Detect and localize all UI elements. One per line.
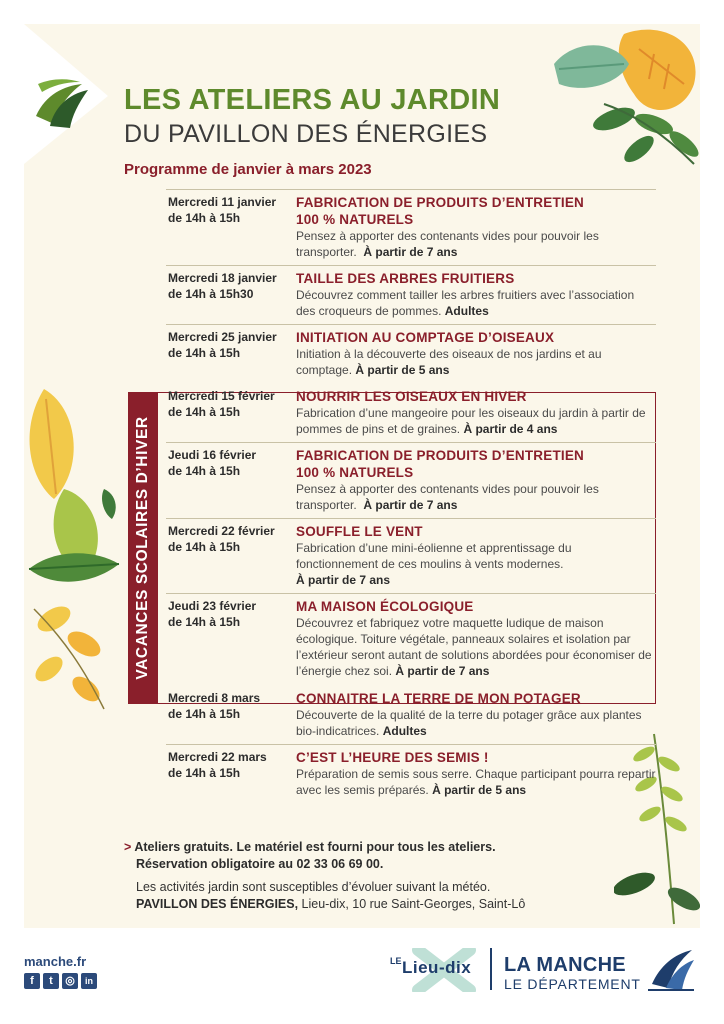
event-time: de 14h à 15h xyxy=(168,346,241,360)
lieu-dix-logo xyxy=(390,948,480,992)
event-when xyxy=(166,749,296,798)
list-item xyxy=(166,442,656,518)
event-audience: À partir de 5 ans xyxy=(355,363,450,377)
event-description: Découverte de la qualité de la terre du potager grâce aux plantes bio-indicatrices. Adultes xyxy=(296,708,642,738)
list-item xyxy=(166,324,656,383)
event-description: Découvrez et fabriquez votre maquette ludique de maison écologique. Toiture végétale, panneaux solaires et isolation par l’extérieur seront autant de solutions abordées pour économiser de l’énergie chez soi. À partir de 7 ans xyxy=(296,616,652,678)
event-date: Mercredi 22 mars xyxy=(168,750,267,764)
event-time: de 14h à 15h xyxy=(168,615,241,629)
event-title: C’EST L’HEURE DES SEMIS ! xyxy=(296,750,489,765)
event-title: FABRICATION DE PRODUITS D’ENTRETIEN xyxy=(296,195,585,210)
event-audience: À partir de 5 ans xyxy=(432,783,527,797)
event-time: de 14h à 15h xyxy=(168,211,241,225)
event-details xyxy=(296,194,656,260)
note-booking: Réservation obligatoire au 02 33 06 69 00. xyxy=(136,857,384,871)
event-audience: À partir de 7 ans xyxy=(395,664,490,678)
event-title-2: 100 % NATURELS xyxy=(296,465,414,480)
event-when xyxy=(166,598,296,679)
event-time: de 14h à 15h30 xyxy=(168,287,254,301)
event-title: NOURRIR LES OISEAUX EN HIVER xyxy=(296,389,527,404)
event-details xyxy=(296,447,656,513)
event-details xyxy=(296,749,656,798)
note-weather: Les activités jardin sont susceptibles d’évoluer suivant la météo. xyxy=(136,880,491,894)
footer-divider xyxy=(490,948,492,990)
event-when xyxy=(166,270,296,319)
event-details xyxy=(296,388,656,437)
event-time: de 14h à 15h xyxy=(168,405,241,419)
event-details xyxy=(296,270,656,319)
event-date: Mercredi 11 janvier xyxy=(168,195,277,209)
event-audience: À partir de 7 ans xyxy=(363,245,458,259)
event-date: Jeudi 23 février xyxy=(168,599,257,613)
event-title: SOUFFLE LE VENT xyxy=(296,524,423,539)
pavillon-logo-icon xyxy=(24,24,114,164)
social-links xyxy=(24,973,97,989)
website-link[interactable]: manche.fr xyxy=(24,954,87,969)
list-item xyxy=(166,684,656,744)
event-when xyxy=(166,194,296,260)
event-audience: Adultes xyxy=(444,304,489,318)
instagram-icon[interactable]: ◎ xyxy=(62,973,78,989)
event-details xyxy=(296,690,656,739)
leaves-top-right-decoration xyxy=(544,24,700,174)
practical-notes xyxy=(124,839,644,913)
note-free: > Ateliers gratuits. Le matériel est fourni pour tous les ateliers. xyxy=(124,840,496,854)
event-date: Mercredi 22 février xyxy=(168,524,275,538)
vacation-label: VACANCES SCOLAIRES D’HIVER xyxy=(134,416,151,680)
event-title: MA MAISON ÉCOLOGIQUE xyxy=(296,599,474,614)
list-item xyxy=(166,265,656,324)
event-description: Découvrez comment tailler les arbres fruitiers avec l’association des croqueurs de pommes. Adultes xyxy=(296,288,635,318)
event-when xyxy=(166,447,296,513)
event-when xyxy=(166,690,296,739)
event-time: de 14h à 15h xyxy=(168,766,241,780)
event-description: Pensez à apporter des contenants vides pour pouvoir les transporter. À partir de 7 ans xyxy=(296,229,599,259)
linkedin-icon[interactable]: in xyxy=(81,973,97,989)
event-date: Mercredi 25 janvier xyxy=(168,330,277,344)
event-details xyxy=(296,523,656,588)
poster-sheet xyxy=(24,24,700,928)
lieu-dix-le: LE xyxy=(390,956,402,966)
list-item xyxy=(166,593,656,684)
event-audience: À partir de 7 ans xyxy=(296,573,391,587)
event-when xyxy=(166,329,296,378)
schedule-list xyxy=(166,189,656,803)
event-time: de 14h à 15h xyxy=(168,707,241,721)
dept-subtitle: LE DÉPARTEMENT xyxy=(504,976,641,992)
note-venue xyxy=(124,896,644,913)
event-date: Mercredi 18 janvier xyxy=(168,271,277,285)
event-date: Mercredi 8 mars xyxy=(168,691,261,705)
event-when xyxy=(166,388,296,437)
event-title: FABRICATION DE PRODUITS D’ENTRETIEN xyxy=(296,448,585,463)
list-item xyxy=(166,518,656,593)
list-item xyxy=(166,383,656,442)
dept-name: LA MANCHE xyxy=(504,954,626,976)
event-details xyxy=(296,329,656,378)
title-line-2: DU PAVILLON DES ÉNERGIES xyxy=(124,120,488,148)
event-date: Mercredi 15 février xyxy=(168,389,275,403)
event-title: INITIATION AU COMPTAGE D’OISEAUX xyxy=(296,330,555,345)
event-description: Préparation de semis sous serre. Chaque participant pourra repartir avec les semis préparés. À partir de 5 ans xyxy=(296,767,656,797)
program-subtitle: Programme de janvier à mars 2023 xyxy=(124,161,372,178)
event-title: TAILLE DES ARBRES FRUITIERS xyxy=(296,271,515,286)
venue-address: Lieu-dix, 10 rue Saint-Georges, Saint-Lô xyxy=(301,897,526,911)
event-date: Jeudi 16 février xyxy=(168,448,257,462)
facebook-icon[interactable]: f xyxy=(24,973,40,989)
event-time: de 14h à 15h xyxy=(168,464,241,478)
event-description: Fabrication d’une mini-éolienne et apprentissage du fonctionnement de ces moulins à vents modernes. À partir de 7 ans xyxy=(296,541,572,587)
event-time: de 14h à 15h xyxy=(168,540,241,554)
venue-name: PAVILLON DES ÉNERGIES, xyxy=(136,897,299,911)
event-audience: À partir de 7 ans xyxy=(363,498,458,512)
event-audience: À partir de 4 ans xyxy=(463,422,558,436)
event-description: Fabrication d’une mangeoire pour les oiseaux du jardin à partir de pommes de pins et de graines. À partir de 4 ans xyxy=(296,406,646,436)
note-arrow: > xyxy=(124,840,132,854)
event-details xyxy=(296,598,656,679)
title-line-1: LES ATELIERS AU JARDIN xyxy=(124,84,501,116)
lieu-dix-name: Lieu-dix xyxy=(402,958,472,977)
list-item xyxy=(166,189,656,265)
event-description: Pensez à apporter des contenants vides pour pouvoir les transporter. À partir de 7 ans xyxy=(296,482,599,512)
event-audience: Adultes xyxy=(382,724,427,738)
event-description: Initiation à la découverte des oiseaux de nos jardins et au comptage. À partir de 5 ans xyxy=(296,347,602,377)
la-manche-logo-icon xyxy=(646,944,696,992)
event-when xyxy=(166,523,296,588)
twitter-icon[interactable]: t xyxy=(43,973,59,989)
event-title: CONNAITRE LA TERRE DE MON POTAGER xyxy=(296,691,581,706)
event-title-2: 100 % NATURELS xyxy=(296,212,414,227)
leaves-left-decoration xyxy=(24,389,124,719)
list-item xyxy=(166,744,656,803)
